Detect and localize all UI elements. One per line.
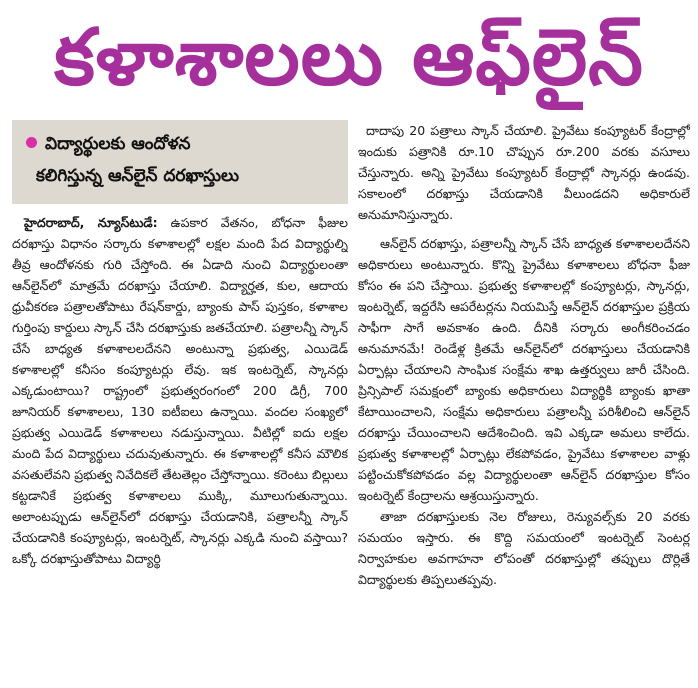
article-paragraph-right-3: తాజా దరఖాస్తులకు నెల రోజులు, రెన్యువల్స్‌కు 20 వరకు సమయం ఇస్తారు. ఈ కొద్ది సమయంలో ఇంటర్నెట్ సెంటర్ల నిర్వాహకుల అవగాహనా లోపంతో దరఖాస్తుల్లో తప్పులు దొర్లితే విద్యార్థులకు తిప్పలుతప్పవు.	[358, 509, 690, 587]
left-column	[12, 120, 348, 686]
headline: కళాశాలలు ఆఫ్‌లైన్	[54, 13, 644, 103]
article-paragraph-left	[12, 212, 348, 569]
subheadline-line-1-text: విద్యార్థులకు ఆందోళన	[45, 134, 191, 154]
article-left-body: ఉపకార వేతనం, బోధనా ఫీజుల దరఖాస్తు విధానం సర్కారు కళాశాలల్లో లక్షల మంది పేద విద్యార్థుల్ని తీవ్ర ఆందోళనకు గురి చేస్తోంది. ఈ ఏడాది నుంచి విద్యార్థులంతా ఆన్‌లైన్‌లో మాత్రమే దరఖాస్తు చేయాలి. విద్యార్హత, కుల, ఆదాయ ధ్రువీకరణ పత్రాలతోపాటు రేషన్‌కార్డు, బ్యాంకు పాస్ పుస్తకం, కళాశాల గుర్తింపు కార్డులు స్కాన్ చేసి దరఖాస్తుకు జతచేయాలి. పత్రాలన్నీ స్కాన్ చేసే బాధ్యత కళాశాలలదేనని అంటున్నా ప్రభుత్వ, ఎయిడెడ్ కళాశాలల్లో కనీసం కంప్యూటర్లు లేవు. ఇక ఇంటర్నెట్, స్కానర్లు ఎక్కడుంటాయి? రాష్ట్రంలో ప్రభుత్వరంగంలో 200 డిగ్రీ, 700 జూనియర్ కళాశాలలు, 130 ఐటీఐలు ఉన్నాయి. వందల సంఖ్యలో ప్రభుత్వ ఎయిడెడ్ కళాశాలలు నడుస్తున్నాయి. వీటిల్లో ఐదు లక్షల మంది పేద విద్యార్థులు చదువుతున్నారు. ఈ కళాశాలల్లో కనీస మౌలిక వసతులేవని ప్రభుత్వ నివేదికలే తేటతెల్లం చేస్తోన్నాయి. కరెంటు బిల్లులు కట్టడానికే ప్రభుత్వ కళాశాలలు ముక్కి, మూలుగుతున్నాయి. అలాంటప్పుడు ఆన్‌లైన్‌లో దరఖాస్తు చేయడానికి, పత్రాలన్నీ స్కాన్ చేయడానికి కంప్యూటర్లు, ఇంటర్నెట్, స్కానర్లు ఎక్కడి నుంచి వస్తాయి? ఒక్కో దరఖాస్తుతోపాటు విద్యార్థి	[12, 215, 348, 566]
dateline: హైదరాబాద్, న్యూస్‌టుడే:	[24, 215, 158, 230]
article-paragraph-right-2: ఆన్‌లైన్ దరఖాస్తు, పత్రాలన్నీ స్కాన్ చేసే బాధ్యత కళాశాలలదేనని అధికారులు అంటున్నారు. కొన్ని ప్రైవేటు కళాశాలలు బోధనా ఫీజు కోసం ఈ పని చేస్తాయి. ప్రభుత్వ కళాశాలల్లో కంప్యూటర్లు, స్కానర్లు, ఇంటర్నెట్, ఇద్దరేసి ఆపరేటర్లను నియమిస్తే ఆన్‌లైన్ దరఖాస్తుల ప్రక్రియ సాఫీగా సాగే అవకాశం ఉంది. దీనికి సర్కారు అంగీకరించడం అనుమానమే! రెండేళ్ల క్రితమే ఆన్‌లైన్‌లో దరఖాస్తులు చేయడానికి ఏర్పాట్లు చేయాలని సాంఘిక సంక్షేమ శాఖ ఉత్తర్వులు జారీ చేసింది. ప్రిన్సిపాల్ సమక్షంలో బ్యాంకు అధికారులు విద్యార్థికి బ్యాంకు ఖాతా కేటాయించాలని, సంక్షేమ అధికారులు పత్రాలన్నీ పరిశీలించి ఆన్‌లైన్ దరఖాస్తు చేయించాలని ఆదేశించింది. ఇవి ఎక్కడా అమలు కాలేదు. ప్రభుత్వ కళాశాలల్లో ఏర్పాట్లు లేకపోవడం, ప్రైవేటు కళాశాలల వాళ్లు పట్టించుకోకపోవడం వల్ల విద్యార్థులంతా ఆన్‌లైన్ దరఖాస్తుల కోసం ఇంటర్నెట్ కేంద్రాలను ఆశ్రయిస్తున్నారు.	[358, 236, 690, 503]
subheadline-box	[12, 120, 348, 204]
subheadline-line-1	[26, 128, 338, 160]
bullet-icon	[26, 137, 37, 148]
subheadline-line-2: కలిగిస్తున్న ఆన్‌లైన్ దరఖాస్తులు	[36, 166, 239, 186]
right-column	[358, 120, 690, 686]
article-paragraph-right-1: దాదాపు 20 పత్రాలు స్కాన్ చేయాలి. ప్రైవేటు కంప్యూటర్ కేంద్రాల్లో ఇందుకు పత్రానికి రూ.10 చొప్పున రూ.200 వరకు వసూలు చేస్తున్నారు. అన్ని ప్రైవేటు కంప్యూటర్ కేంద్రాల్లో స్కానర్లు ఉండవు. సకాలంలో దరఖాస్తు చేయడానికి వీలుండదని అధికారులే అనుమానిస్తున్నారు.	[358, 123, 690, 222]
